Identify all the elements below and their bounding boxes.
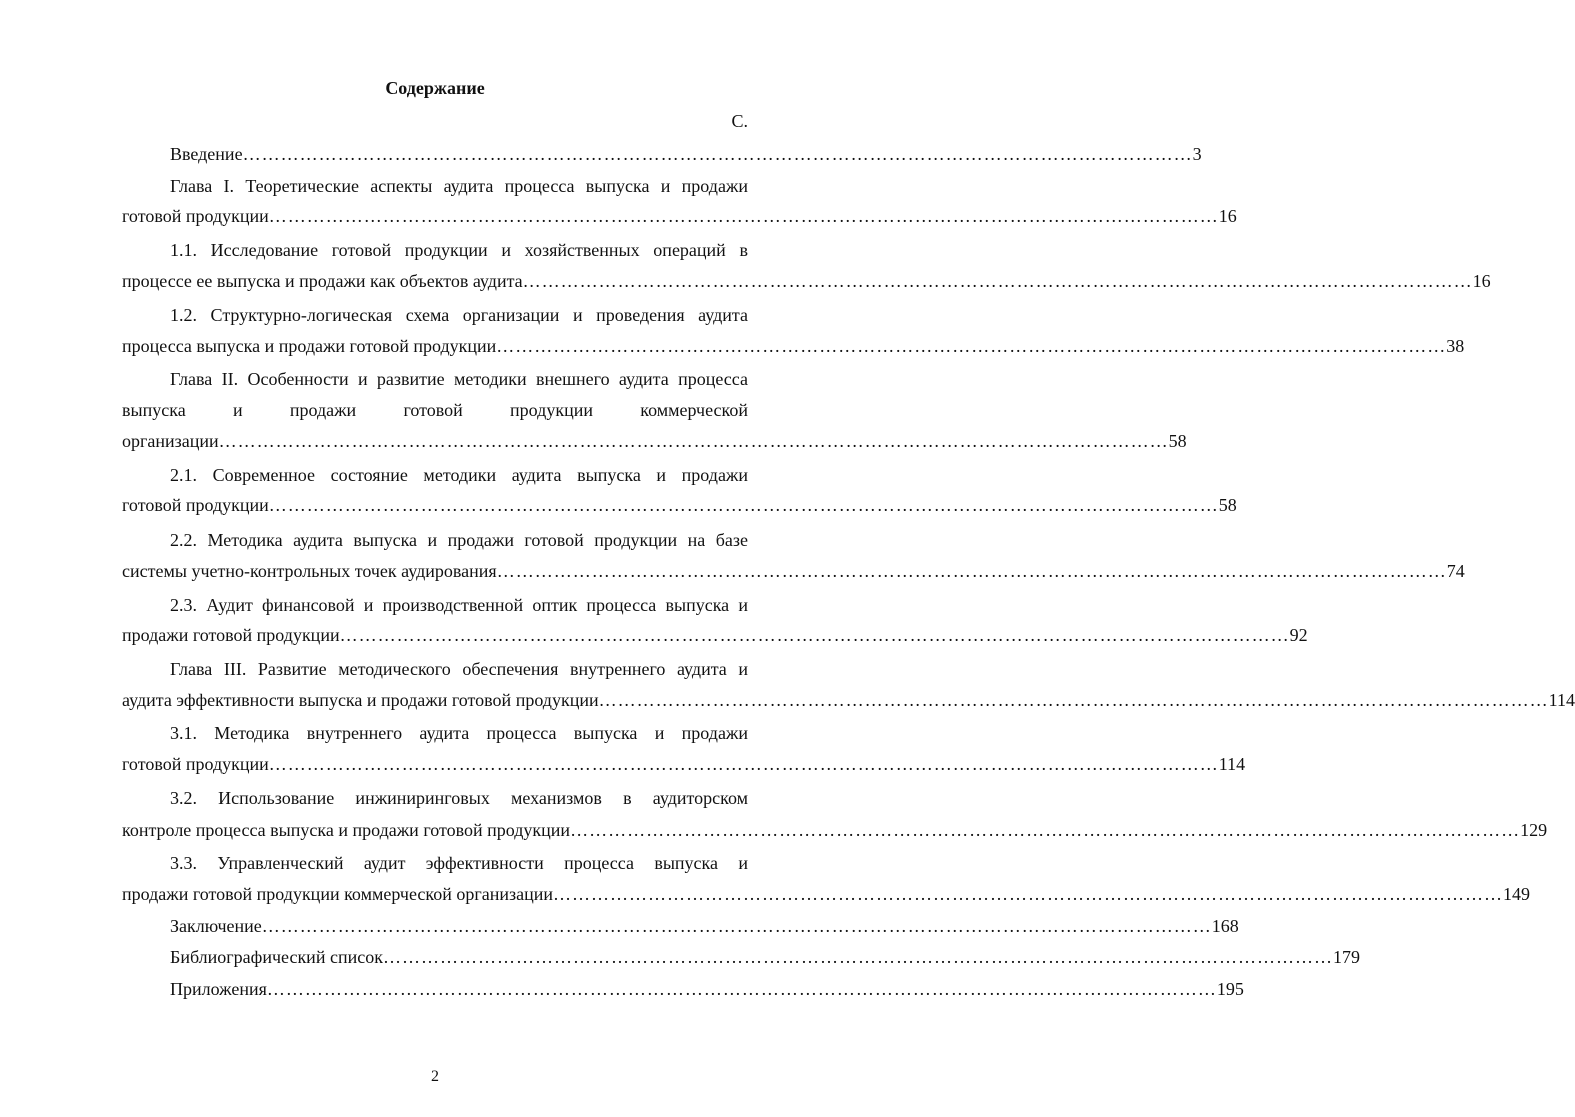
toc-entry-page: 179 xyxy=(1332,947,1360,967)
dot-leader: …………………………………………………………………………………………………………………………………… xyxy=(552,884,1503,904)
toc-entry-s1-1-line1[interactable]: 1.1. Исследование готовой продукции и хозяйственных операций в xyxy=(170,240,748,260)
toc-entry-bibliography[interactable] xyxy=(170,944,1360,970)
toc-entry-text: Заключение xyxy=(170,916,262,936)
toc-entry-s2-3-line2[interactable] xyxy=(122,622,1308,648)
dot-leader: …………………………………………………………………………………………………………………………………… xyxy=(496,336,1447,356)
toc-entry-ch1-line2[interactable] xyxy=(122,203,1237,229)
toc-entry-text: Библиографический список xyxy=(170,947,383,967)
toc-entry-s1-2-line2[interactable] xyxy=(122,333,1465,359)
dot-leader: …………………………………………………………………………………………………………………………………… xyxy=(570,820,1521,840)
dot-leader: …………………………………………………………………………………………………………………………………… xyxy=(598,690,1549,710)
toc-entry-page: 92 xyxy=(1289,625,1308,645)
toc-entry-ch2-line2[interactable]: выпуска и продажи готовой продукции коммерческой xyxy=(122,400,748,420)
toc-title: Содержание xyxy=(385,78,485,98)
toc-entry-text: системы учетно-контрольных точек аудирования xyxy=(122,561,497,581)
toc-entry-text: контроле процесса выпуска и продажи готовой продукции xyxy=(122,820,571,840)
toc-entry-text: организации xyxy=(122,431,219,451)
toc-entry-s2-2-line2[interactable] xyxy=(122,558,1465,584)
dot-leader: …………………………………………………………………………………………………………………………………… xyxy=(266,979,1217,999)
toc-entry-s3-3-line1[interactable]: 3.3. Управленческий аудит эффективности процесса выпуска и xyxy=(170,853,748,873)
toc-entry-page: 114 xyxy=(1218,754,1246,774)
toc-entry-s1-1-line2[interactable] xyxy=(122,268,1491,294)
toc-entry-page: 58 xyxy=(1168,431,1187,451)
toc-entry-page: 168 xyxy=(1211,916,1239,936)
toc-entry-page: 3 xyxy=(1192,144,1202,164)
toc-entry-text: продажи готовой продукции коммерческой организации xyxy=(122,884,553,904)
toc-entry-text: готовой продукции xyxy=(122,206,269,226)
toc-entry-intro[interactable] xyxy=(170,141,1202,167)
toc-entry-text: готовой продукции xyxy=(122,754,269,774)
toc-entry-page: 195 xyxy=(1216,979,1244,999)
toc-entry-s2-1-line2[interactable] xyxy=(122,492,1237,518)
dot-leader: …………………………………………………………………………………………………………………………………… xyxy=(218,431,1169,451)
toc-entry-text: Приложения xyxy=(170,979,267,999)
toc-entry-text: Введение xyxy=(170,144,243,164)
toc-entry-page: 38 xyxy=(1446,336,1465,356)
toc-entry-text: аудита эффективности выпуска и продажи готовой продукции xyxy=(122,690,599,710)
toc-entry-s2-3-line1[interactable]: 2.3. Аудит финансовой и производственной оптик процесса выпуска и xyxy=(170,595,748,615)
toc-entry-s1-2-line1[interactable]: 1.2. Структурно-логическая схема организации и проведения аудита xyxy=(170,305,748,325)
toc-entry-text: процесса выпуска и продажи готовой продукции xyxy=(122,336,497,356)
toc-entry-ch3-line1[interactable]: Глава III. Развитие методического обеспечения внутреннего аудита и xyxy=(170,659,748,679)
toc-entry-s3-1-line2[interactable] xyxy=(122,751,1246,777)
dot-leader: …………………………………………………………………………………………………………………………………… xyxy=(268,495,1219,515)
toc-entry-ch2-line1[interactable]: Глава II. Особенности и развитие методики внешнего аудита процесса xyxy=(170,369,748,389)
dot-leader: …………………………………………………………………………………………………………………………………… xyxy=(242,144,1193,164)
toc-entry-page: 58 xyxy=(1218,495,1237,515)
toc-entry-s3-3-line2[interactable] xyxy=(122,881,1530,907)
dot-leader: …………………………………………………………………………………………………………………………………… xyxy=(496,561,1447,581)
dot-leader: …………………………………………………………………………………………………………………………………… xyxy=(339,625,1290,645)
page-column-label: С. xyxy=(731,111,748,131)
toc-entry-s3-2-line2[interactable] xyxy=(122,817,1548,843)
toc-entry-text: процессе ее выпуска и продажи как объектов аудита xyxy=(122,271,523,291)
dot-leader: …………………………………………………………………………………………………………………………………… xyxy=(382,947,1333,967)
toc-entry-s3-1-line1[interactable]: 3.1. Методика внутреннего аудита процесса выпуска и продажи xyxy=(170,723,748,743)
toc-entry-page: 74 xyxy=(1446,561,1465,581)
toc-entry-s3-2-line1[interactable]: 3.2. Использование инжиниринговых механизмов в аудиторском xyxy=(170,788,748,808)
toc-entry-page: 114 xyxy=(1548,690,1575,710)
page-number: 2 xyxy=(431,1068,439,1085)
toc-entry-page: 149 xyxy=(1502,884,1530,904)
toc-entry-ch3-line2[interactable] xyxy=(122,687,1575,713)
toc-entry-ch2-line3[interactable] xyxy=(122,428,1187,454)
toc-entry-text: продажи готовой продукции xyxy=(122,625,340,645)
dot-leader: …………………………………………………………………………………………………………………………………… xyxy=(268,754,1219,774)
toc-entry-page: 16 xyxy=(1218,206,1237,226)
toc-entry-ch1-line1[interactable]: Глава I. Теоретические аспекты аудита процесса выпуска и продажи xyxy=(170,176,748,196)
toc-entry-s2-2-line1[interactable]: 2.2. Методика аудита выпуска и продажи готовой продукции на базе xyxy=(170,530,748,550)
toc-entry-page: 16 xyxy=(1472,271,1491,291)
toc-entry-s2-1-line1[interactable]: 2.1. Современное состояние методики аудита выпуска и продажи xyxy=(170,465,748,485)
toc-entry-text: готовой продукции xyxy=(122,495,269,515)
toc-entry-page: 129 xyxy=(1520,820,1548,840)
dot-leader: …………………………………………………………………………………………………………………………………… xyxy=(522,271,1473,291)
toc-entry-appendices[interactable] xyxy=(170,976,1244,1002)
dot-leader: …………………………………………………………………………………………………………………………………… xyxy=(268,206,1219,226)
toc-entry-conclusion[interactable] xyxy=(170,913,1239,939)
dot-leader: …………………………………………………………………………………………………………………………………… xyxy=(261,916,1212,936)
